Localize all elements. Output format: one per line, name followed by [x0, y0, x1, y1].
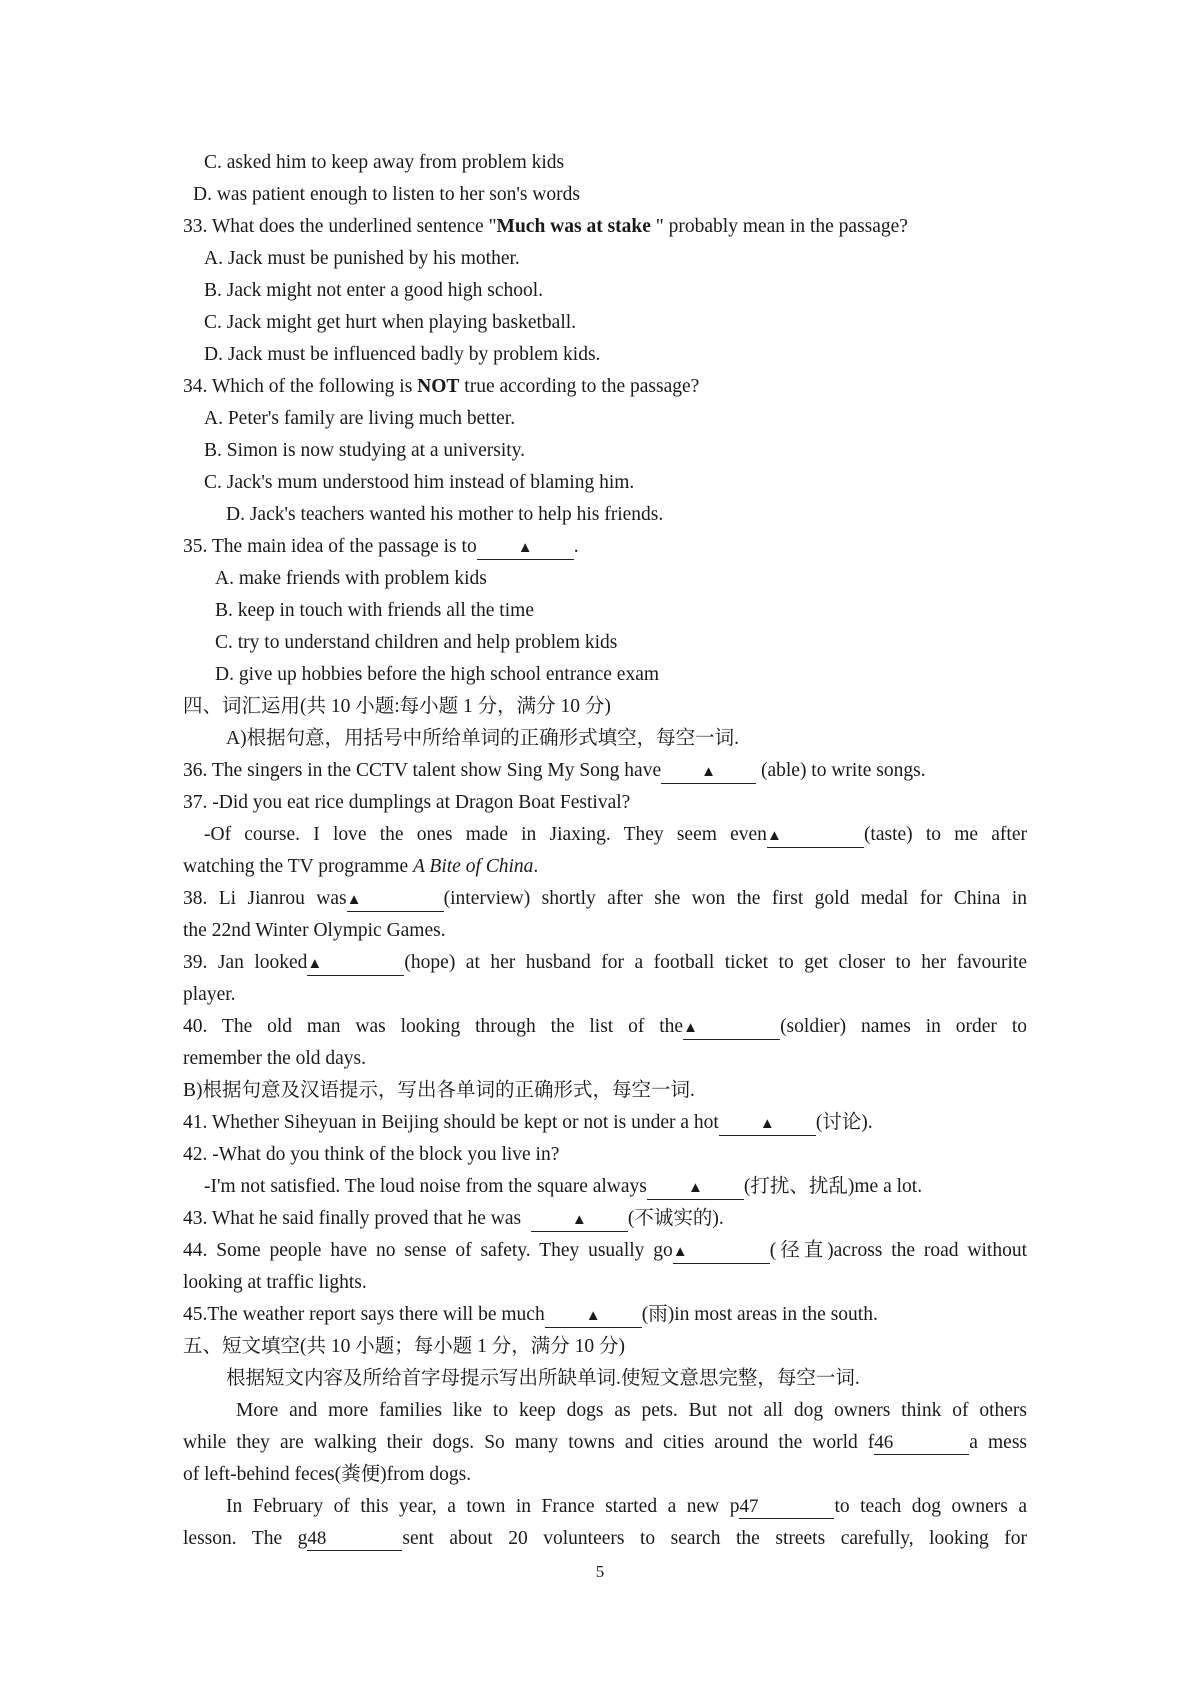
- q36-hint: (able) to write songs.: [756, 760, 926, 781]
- section4-title: 四、词汇运用(共 10 小题:每小题 1 分，满分 10 分): [183, 696, 611, 717]
- q42-answer-blank[interactable]: [647, 1176, 744, 1200]
- q44-answer-blank[interactable]: [673, 1240, 770, 1264]
- q35-stem-text: 35. The main idea of the passage is to: [183, 536, 477, 557]
- page-number: 5: [595, 1562, 605, 1581]
- passage-text: lesson. The g: [183, 1528, 308, 1549]
- triangle-icon: ▲: [687, 1180, 703, 1196]
- triangle-icon: ▲: [701, 764, 717, 780]
- passage-p1-line1: More and more families like to keep dogs as pets. But not all dog owners think of others: [236, 1400, 1027, 1421]
- passage-p1-line2: [183, 1427, 1027, 1459]
- q33-stem-text: 33. What does the underlined sentence ": [183, 216, 497, 237]
- q42-text: -I'm not satisfied. The loud noise from the square always: [204, 1176, 647, 1197]
- q38-line1: [183, 883, 1027, 915]
- section5-instructions: 根据短文内容及所给首字母提示写出所缺单词.使短文意思完整，每空一词.: [226, 1368, 860, 1389]
- q44-line1: [183, 1235, 1027, 1267]
- q43-text: 43. What he said finally proved that he was: [183, 1208, 531, 1229]
- q37-answer-blank[interactable]: [767, 824, 864, 848]
- passage-text: while they are walking their dogs. So many towns and cities around the world f: [183, 1432, 875, 1453]
- triangle-icon: ▲: [766, 828, 782, 844]
- q35-stem-end: .: [573, 536, 579, 557]
- section5-title: 五、短文填空(共 10 小题；每小题 1 分，满分 10 分): [183, 1336, 625, 1357]
- q45-text: 45.The weather report says there will be much: [183, 1304, 545, 1325]
- q40-text: 40. The old man was looking through the list of the: [183, 1016, 684, 1037]
- blank-47-number: 47: [739, 1496, 759, 1517]
- q40-line1: [183, 1011, 1027, 1043]
- q32-option-d: D. was patient enough to listen to her son's words: [193, 184, 580, 205]
- q37-line2: [204, 819, 1027, 851]
- triangle-icon: ▲: [307, 956, 323, 972]
- passage-p1-line3: of left-behind feces(粪便)from dogs.: [183, 1464, 472, 1485]
- q45-hint: (雨)in most areas in the south.: [641, 1304, 878, 1325]
- q45: [183, 1299, 878, 1331]
- q41-answer-blank[interactable]: [719, 1112, 816, 1136]
- q34-option-a: A. Peter's family are living much better.: [204, 408, 516, 429]
- q38-text: 38. Li Jianrou was: [183, 888, 347, 909]
- q44-text: 44. Some people have no sense of safety. They usually go: [183, 1240, 673, 1261]
- triangle-icon: ▲: [759, 1116, 775, 1132]
- passage-p2-line2: [183, 1523, 1027, 1555]
- q35-answer-blank[interactable]: [477, 536, 574, 560]
- q35-option-c: C. try to understand children and help problem kids: [215, 632, 618, 653]
- q32-option-c: C. asked him to keep away from problem kids: [204, 152, 565, 173]
- q33-option-c: C. Jack might get hurt when playing basketball.: [204, 312, 577, 333]
- q41-hint: (讨论).: [815, 1112, 873, 1133]
- section4-part-b-instructions: B)根据句意及汉语提示，写出各单词的正确形式，每空一词.: [183, 1080, 695, 1101]
- q41: [183, 1107, 873, 1139]
- q33-option-b: B. Jack might not enter a good high school.: [204, 280, 544, 301]
- passage-text: In February of this year, a town in France started a new p: [226, 1496, 740, 1517]
- q34-stem: [183, 371, 699, 403]
- triangle-icon: ▲: [683, 1020, 698, 1036]
- triangle-icon: ▲: [517, 540, 533, 556]
- blank-48[interactable]: [307, 1528, 402, 1551]
- q43: [183, 1203, 724, 1235]
- section4-part-a-instructions: A)根据句意，用括号中所给单词的正确形式填空，每空一词.: [226, 728, 739, 749]
- triangle-icon: ▲: [571, 1212, 587, 1228]
- q42-line1: 42. -What do you think of the block you live in?: [183, 1144, 560, 1165]
- q39-line2: player.: [183, 984, 236, 1005]
- q40-answer-blank[interactable]: [683, 1016, 780, 1040]
- programme-title: A Bite of China: [412, 856, 534, 877]
- q38-hint: (interview) shortly after she won the first gold medal for China in: [443, 888, 1027, 909]
- q43-hint: (不诚实的).: [627, 1208, 724, 1229]
- triangle-icon: ▲: [585, 1308, 601, 1324]
- q35-option-a: A. make friends with problem kids: [215, 568, 487, 589]
- q39-hint: (hope) at her husband for a football ticket to get closer to her favourite: [404, 952, 1027, 973]
- q37-hint: (taste) to me after: [863, 824, 1027, 845]
- q34-stem-text: 34. Which of the following is: [183, 376, 418, 397]
- q33-stem: [183, 211, 908, 243]
- blank-46-number: 46: [874, 1432, 894, 1453]
- q37-line1: 37. -Did you eat rice dumplings at Dragon Boat Festival?: [183, 792, 631, 813]
- q35-option-b: B. keep in touch with friends all the time: [215, 600, 534, 621]
- q37-line3-text: watching the TV programme: [183, 856, 413, 877]
- q34-option-d: D. Jack's teachers wanted his mother to help his friends.: [226, 504, 664, 525]
- q37-text: -Of course. I love the ones made in Jiaxing. They seem even: [204, 824, 767, 845]
- passage-text-end: a mess: [969, 1432, 1027, 1453]
- triangle-icon: ▲: [672, 1244, 688, 1260]
- q34-stem-text-end: true according to the passage?: [459, 376, 700, 397]
- q40-line2: remember the old days.: [183, 1048, 367, 1069]
- q37-line3: [183, 851, 538, 883]
- q39-line1: [183, 947, 1027, 979]
- q34-option-c: C. Jack's mum understood him instead of blaming him.: [204, 472, 635, 493]
- q37-line3-end: .: [533, 856, 539, 877]
- q33-option-a: A. Jack must be punished by his mother.: [204, 248, 520, 269]
- q33-stem-text-end: " probably mean in the passage?: [650, 216, 908, 237]
- q44-line2: looking at traffic lights.: [183, 1272, 367, 1293]
- blank-46[interactable]: [874, 1432, 969, 1455]
- q36-answer-blank[interactable]: [661, 760, 756, 784]
- q42-line2: [204, 1171, 922, 1203]
- passage-p2-line1: [226, 1491, 1027, 1523]
- q39-text: 39. Jan looked: [183, 952, 308, 973]
- q35-option-d: D. give up hobbies before the high school entrance exam: [215, 664, 660, 685]
- blank-47[interactable]: [739, 1496, 834, 1519]
- q36: [183, 755, 926, 787]
- passage-text-end: sent about 20 volunteers to search the streets carefully, looking for: [402, 1528, 1027, 1549]
- q41-text: 41. Whether Siheyuan in Beijing should be kept or not is under a hot: [183, 1112, 719, 1133]
- passage-text-end: to teach dog owners a: [834, 1496, 1027, 1517]
- q34-option-b: B. Simon is now studying at a university.: [204, 440, 526, 461]
- q38-answer-blank[interactable]: [347, 888, 444, 912]
- q36-text: 36. The singers in the CCTV talent show Sing My Song have: [183, 760, 662, 781]
- q43-answer-blank[interactable]: [531, 1208, 628, 1232]
- blank-48-number: 48: [307, 1528, 327, 1549]
- q44-hint: (径直)across the road without: [769, 1240, 1027, 1261]
- q33-option-d: D. Jack must be influenced badly by problem kids.: [204, 344, 601, 365]
- triangle-icon: ▲: [346, 892, 362, 908]
- q40-hint: (soldier) names in order to: [780, 1016, 1027, 1037]
- q38-line2: the 22nd Winter Olympic Games.: [183, 920, 446, 941]
- q33-underlined-sentence: Much was at stake: [496, 216, 651, 237]
- q39-answer-blank[interactable]: [307, 952, 404, 976]
- q35-stem: [183, 531, 579, 563]
- q34-emphasis: NOT: [417, 376, 460, 397]
- q45-answer-blank[interactable]: [545, 1304, 642, 1328]
- q42-hint: (打扰、扰乱)me a lot.: [743, 1176, 923, 1197]
